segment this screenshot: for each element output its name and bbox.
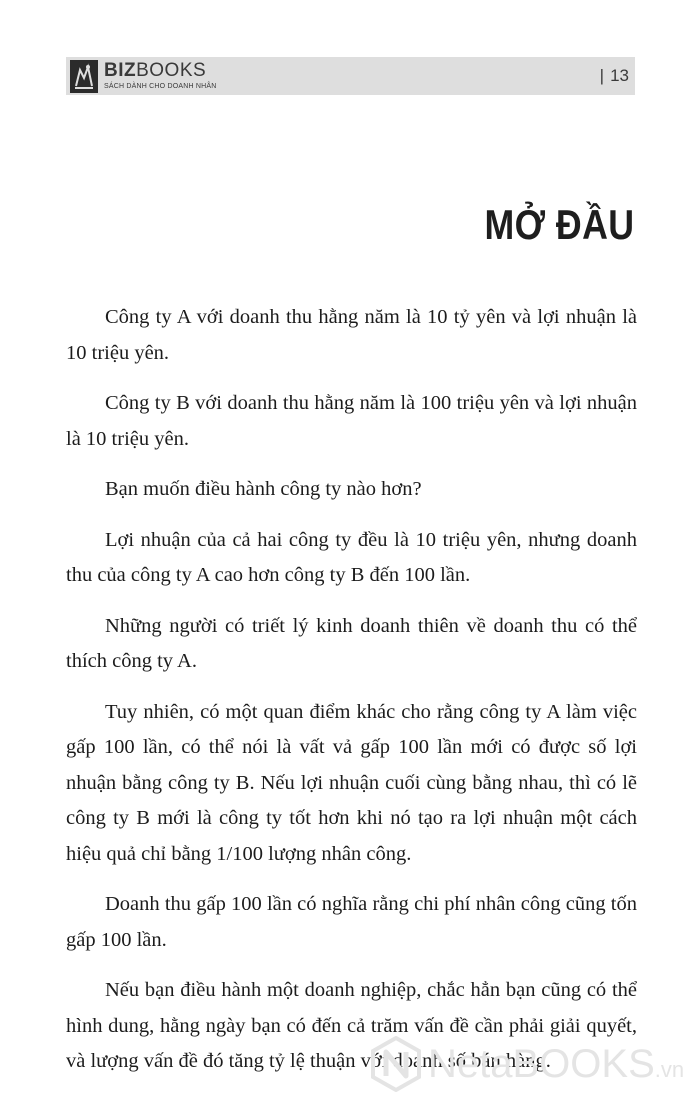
watermark-brand: NetaBOOKS: [428, 1042, 655, 1086]
netabooks-logo-icon: [370, 1036, 422, 1097]
body-text: [66, 300, 637, 1095]
paragraph: Bạn muốn điều hành công ty nào hơn?: [105, 478, 422, 500]
page-number-area: [600, 66, 629, 86]
paragraph: Tuy nhiên, có một quan điểm khác cho rằng công ty A làm việc gấp 100 lần, có thể nói là vất vả gấp 100 lần mới có được số lợi nhuận bằng công ty B. Nếu lợi nhuận cuối cùng bằng nhau, thì có lẽ công ty B mới là công ty tốt hơn khi nó tạo ra lợi nhuận một cách hiệu quả chỉ bằng 1/100 lượng nhân công.: [66, 700, 637, 865]
paragraph: Nếu bạn điều hành một doanh nghiệp, chắc hẳn bạn cũng có thể hình dung, hằng ngày bạn có đến cả trăm vấn đề cần phải giải quyết, và lượng vấn đề đó tăng tỷ lệ thuận với doanh số bán hàng.: [66, 979, 637, 1072]
watermark-suffix: .vn: [654, 1057, 685, 1082]
chapter-title: MỞ ĐẦU: [483, 201, 634, 248]
paragraph: Lợi nhuận của cả hai công ty đều là 10 triệu yên, nhưng doanh thu của công ty A cao hơn công ty B đến 100 lần.: [66, 528, 637, 586]
brand-books: BOOKS: [136, 60, 207, 81]
bizbooks-logo-icon: [70, 60, 98, 93]
paragraph: Những người có triết lý kinh doanh thiên về doanh thu có thể thích công ty A.: [66, 614, 637, 672]
watermark-text: [428, 1040, 684, 1094]
brand-biz: BIZ: [104, 60, 137, 81]
paragraph: Công ty A với doanh thu hằng năm là 10 tỷ yên và lợi nhuận là 10 triệu yên.: [66, 306, 637, 364]
page-number: 13: [610, 66, 629, 85]
netabooks-watermark: [370, 1036, 690, 1092]
page-number-separator: |: [599, 66, 605, 85]
paragraph: Công ty B với doanh thu hằng năm là 100 triệu yên và lợi nhuận là 10 triệu yên.: [66, 392, 637, 450]
brand-tagline: SÁCH DÀNH CHO DOANH NHÂN: [104, 83, 217, 90]
brand-name: [104, 61, 206, 80]
paragraph: Doanh thu gấp 100 lần có nghĩa rằng chi phí nhân công cũng tốn gấp 100 lần.: [66, 893, 637, 951]
